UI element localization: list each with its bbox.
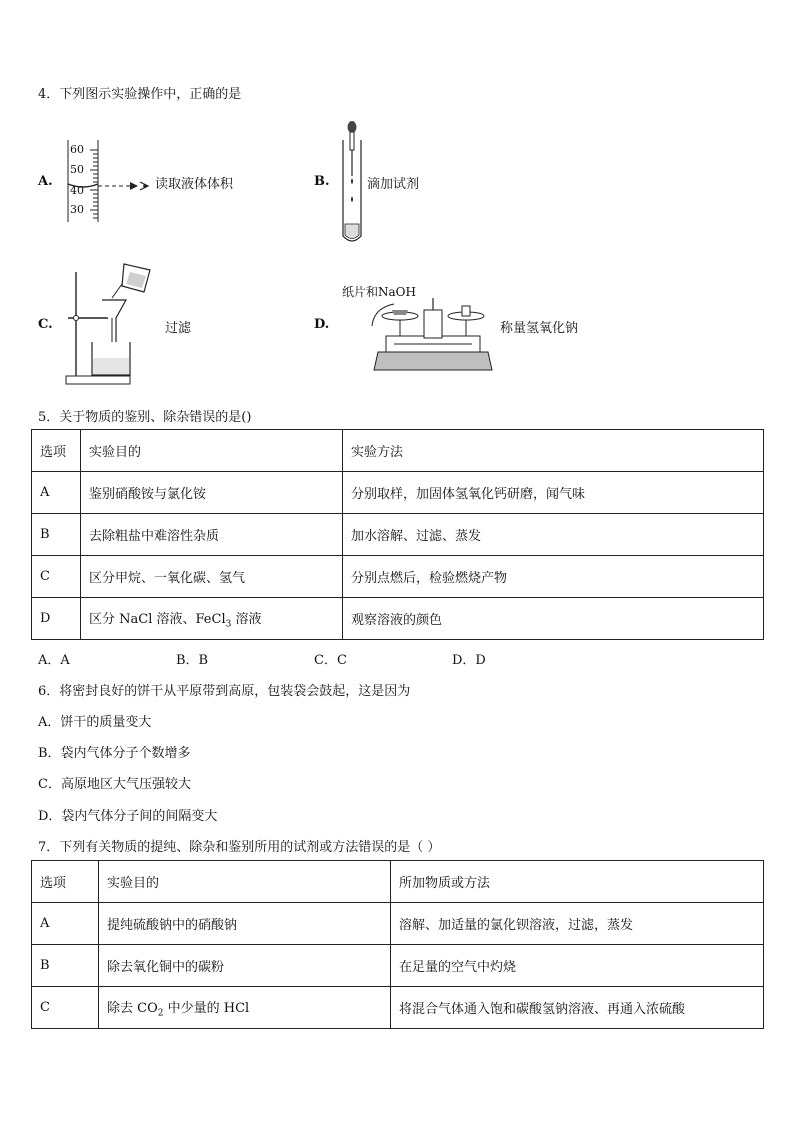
table-row: [32, 598, 764, 640]
subscript: 3: [225, 619, 232, 630]
table-cell-option: C: [32, 556, 81, 598]
table-row: [32, 514, 764, 556]
table-cell-method: 分别点燃后，检验燃烧产物: [343, 556, 764, 598]
purpose-text: 区分 NaCl 溶液、FeCl: [89, 611, 226, 627]
table-cell-method: 溶解、加适量的氯化钡溶液，过滤，蒸发: [391, 903, 764, 945]
q6-option-c: C．高原地区大气压强较大: [38, 777, 191, 792]
q4-option-a-caption: 读取液体体积: [155, 177, 234, 192]
table-cell-purpose: 除去氧化铜中的碳粉: [99, 945, 391, 987]
subscript: 2: [157, 1008, 164, 1019]
q6-option-d: D．袋内气体分子间的间隔变大: [38, 809, 218, 824]
q6-option-b: B．袋内气体分子个数增多: [38, 746, 191, 761]
table-cell-purpose: 鉴别硝酸铵与氯化铵: [81, 472, 343, 514]
filtration-apparatus-figure: [64, 262, 174, 386]
table-header-row: [32, 861, 764, 903]
purpose-text: 溶液: [231, 611, 262, 627]
table-header-row: [32, 430, 764, 472]
table-row: [32, 987, 764, 1029]
table-cell-purpose: 区分甲烷、一氧化碳、氢气: [81, 556, 343, 598]
purpose-text: 除去 CO: [107, 1000, 158, 1016]
table-cell-option: C: [32, 987, 99, 1029]
table-cell-purpose: [81, 598, 343, 640]
q5-choice-c: C．C: [314, 653, 347, 668]
q4-option-c-letter: C.: [38, 317, 53, 332]
q4-option-d-letter: D.: [314, 317, 330, 332]
dropper-test-tube-figure: [338, 118, 368, 246]
table-header-cell: 选项: [32, 430, 81, 472]
q5-stem: 5．关于物质的鉴别、除杂错误的是(): [38, 410, 252, 425]
q5-choice-b: B．B: [176, 653, 209, 668]
cylinder-tick-50: 50: [70, 163, 84, 176]
table-header-cell: 所加物质或方法: [391, 861, 764, 903]
table-cell-method: 在足量的空气中灼烧: [391, 945, 764, 987]
table-cell-option: D: [32, 598, 81, 640]
table-header-cell: 实验目的: [99, 861, 391, 903]
table-cell-method: 观察溶液的颜色: [343, 598, 764, 640]
q6-stem: 6．将密封良好的饼干从平原带到高原，包装袋会鼓起，这是因为: [38, 684, 411, 699]
table-row: [32, 903, 764, 945]
cylinder-tick-60: 60: [70, 143, 84, 156]
table-header-cell: 选项: [32, 861, 99, 903]
q4-option-d-caption: 称量氢氧化钠: [500, 321, 579, 336]
table-cell-method: 将混合气体通入饱和碳酸氢钠溶液、再通入浓硫酸: [391, 987, 764, 1029]
q5-choice-a: A．A: [38, 653, 70, 668]
table-cell-purpose: [99, 987, 391, 1029]
table-cell-option: A: [32, 903, 99, 945]
table-cell-option: A: [32, 472, 81, 514]
table-row: [32, 472, 764, 514]
q4-option-b-letter: B.: [314, 174, 330, 189]
q4-option-c-caption: 过滤: [165, 321, 192, 336]
purpose-text: 中少量的 HCl: [163, 1000, 250, 1016]
q4-option-b-caption: 滴加试剂: [367, 177, 420, 192]
cylinder-tick-40: 40: [70, 184, 84, 197]
table-cell-purpose: 去除粗盐中难溶性杂质: [81, 514, 343, 556]
balance-figure: [370, 296, 495, 374]
table-header-cell: 实验目的: [81, 430, 343, 472]
table-header-cell: 实验方法: [343, 430, 764, 472]
q5-choice-d: D．D: [452, 653, 486, 668]
table-cell-method: 分别取样，加固体氢氧化钙研磨，闻气味: [343, 472, 764, 514]
table-row: [32, 556, 764, 598]
table-cell-purpose: 提纯硫酸钠中的硝酸钠: [99, 903, 391, 945]
balance-note: 纸片和NaOH: [342, 285, 416, 299]
table-cell-method: 加水溶解、过滤、蒸发: [343, 514, 764, 556]
table-cell-option: B: [32, 945, 99, 987]
q4-stem: 4．下列图示实验操作中，正确的是: [38, 87, 242, 102]
q4-option-a-letter: A.: [38, 174, 53, 189]
table-row: [32, 945, 764, 987]
q7-table: [31, 860, 764, 1029]
q5-table: [31, 429, 764, 640]
table-cell-option: B: [32, 514, 81, 556]
q7-stem: 7．下列有关物质的提纯、除杂和鉴别所用的试剂或方法错误的是（ ）: [38, 840, 441, 855]
cylinder-tick-30: 30: [70, 203, 84, 216]
q6-option-a: A．饼干的质量变大: [38, 715, 152, 730]
